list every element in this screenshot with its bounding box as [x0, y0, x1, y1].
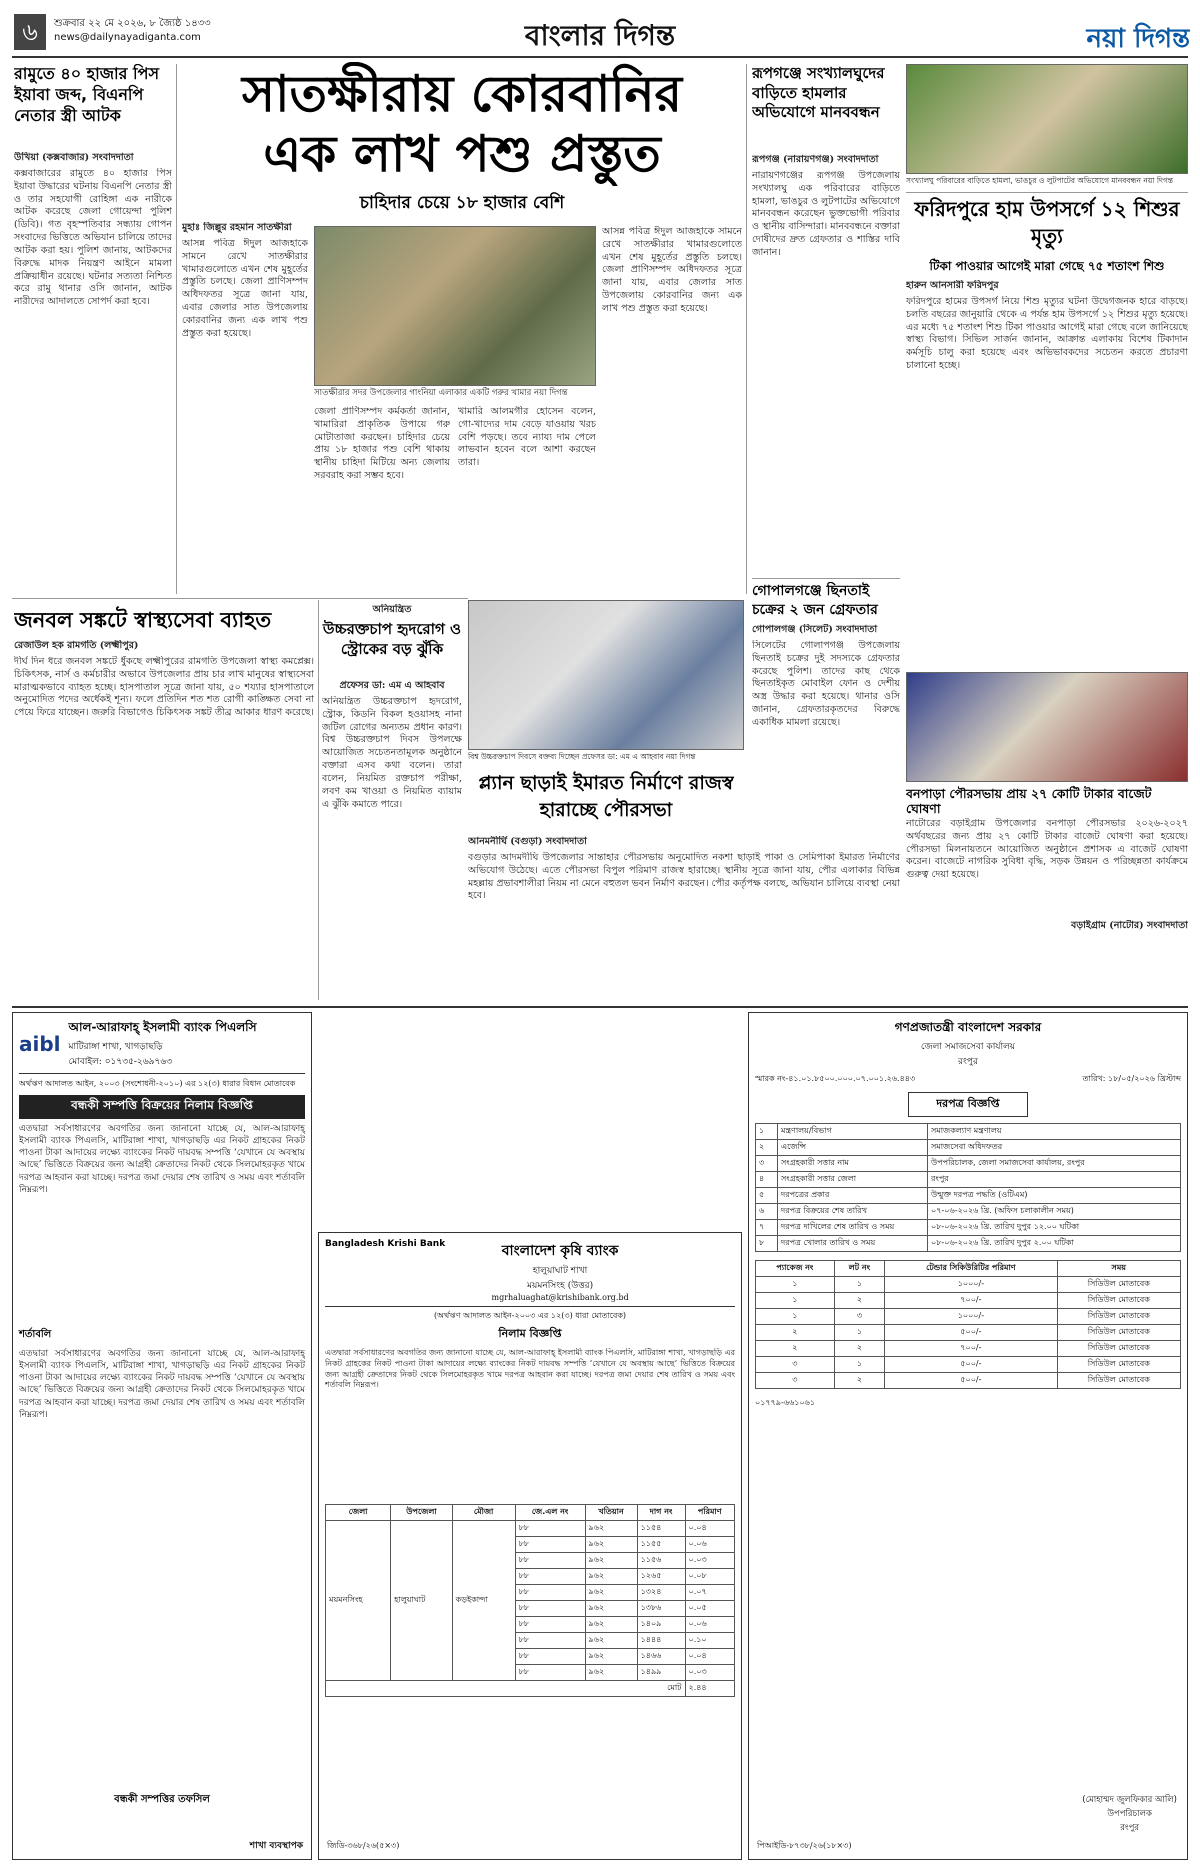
- right-story3-body: ফরিদপুরে হামের উপসর্গ নিয়ে শিশু মৃত্যুর ঘটনা উদ্বেগজনক হারে বাড়ছে। চলতি বছরের জানুয়ারি থেকে এ পর্যন্ত হাম উপসর্গে ১২ শিশুর মৃত্যু হয়েছে। এর মধ্যে ৭৫ শতাংশ শিশু টিকা পাওয়ার আগেই মারা গেছে বলে জানিয়েছে স্বাস্থ্য বিভাগ। সিভিল সার্জন জানান, আক্রান্ত এলাকায় বিশেষ টিকাদান কর্মসূচি চালু করা হয়েছে এবং অভিভাবকদের সচেতন করতে প্রচারণা চালানো হচ্ছে।: [906, 296, 1188, 372]
- mid-story2-body: বগুড়ার আদমদীঘি উপজেলার সান্তাহার পৌরসভায় অনুমোদিত নকশা ছাড়াই পাকা ও সেমিপাকা ইমারত নির্মাণের অভিযোগ উঠেছে। এতে পৌরসভা বিপুল পরিমাণ রাজস্ব হারাচ্ছে। স্থানীয় সূত্রে জানা যায়, পৌর এলাকার বিভিন্ন মহল্লায় প্রভাবশালীরা নিয়ম না মেনে বহুতল ভবন নির্মাণ করছেন। পৌর কর্তৃপক্ষ বলছে, অভিযান চালিয়ে ব্যবস্থা নেয়া হবে।: [468, 852, 900, 902]
- main-body-col1: আসন্ন পবিত্র ঈদুল আজহাকে সামনে রেখে সাতক্ষীরার খামারগুলোতে এখন শেষ মুহূর্তের প্রস্তুতি চলছে। জেলা প্রাণিসম্পদ অধিদফতর সূত্রে জানা যায়, এবার জেলার সাত উপজেলায় কোরবানির জন্য এক লাখ পশু প্রস্তুত করা হয়েছে।: [182, 238, 308, 339]
- govt-ref: পিআইডি-৮৭৩৮/২৬(১৮×৩): [757, 1841, 852, 1850]
- left-story2-body: দীর্ঘ দিন ধরে জনবল সঙ্কটে ধুঁকছে লক্ষ্মীপুরের রামগতি উপজেলা স্বাস্থ্য কমপ্লেক্স। চিকিৎসক, নার্স ও কর্মচারীর অভাবে উপজেলার প্রায় চার লাখ মানুষের স্বাস্থ্যসেবা মারাত্মকভাবে ব্যাহত হচ্ছে। হাসপাতাল সূত্রে জানা যায়, ৫০ শয্যার হাসপাতালে অনুমোদিত পদের অর্ধেকই শূন্য। ফলে প্রতিদিন শত শত রোগী কাঙ্ক্ষিত সেবা না পেয়ে ফিরে যাচ্ছেন। জরুরি বিভাগেও চিকিৎসক সঙ্কট তীব্র আকার ধারণ করেছে।: [14, 656, 314, 719]
- krishi-law: (অর্থঋণ আদালত আইন-২০০৩ এর ১২(৩) ধারা মোতাবেক): [433, 1311, 627, 1320]
- aibl-bank-name: আল-আরাফাহ্ ইসলামী ব্যাংক পিএলসি: [68, 1020, 257, 1034]
- table-cell: ৯৬২: [585, 1649, 637, 1665]
- krishi-land-table: [325, 1504, 735, 1697]
- aibl-body: এতদ্বারা সর্বসাধারণের অবগতির জন্য জানানো যাচ্ছে যে, আল-আরাফাহ্ ইসলামী ব্যাংক পিএলসি, মাটিরাঙ্গা শাখা, খাগড়াছড়ি এর নিকট গ্রাহকের নিকট পাওনা টাকা আদায়ের লক্ষ্যে ব্যাংকের নিকট দায়বদ্ধ সম্পত্তি ‘যেখানে যে অবস্থায় আছে’ ভিত্তিতে বিক্রয়ের জন্য আগ্রহী ক্রেতাদের নিকট থেকে সিলমোহরকৃত খামে দরপত্র আহবান করা যাচ্ছে। দরপত্র জমা দেয়ার শেষ তারিখ ও সময় এবং শর্তাবলি নিম্নরূপ।: [19, 1124, 305, 1195]
- table-cell: কড়ইকান্দা: [452, 1521, 515, 1681]
- table-cell: ১৪৯৯: [637, 1665, 685, 1681]
- govt-title: গণপ্রজাতন্ত্রী বাংলাদেশ সরকার: [894, 1020, 1042, 1034]
- aibl-auction-ad: [12, 1012, 312, 1860]
- table-cell: ৫: [756, 1188, 778, 1204]
- table-cell: ০.১০: [685, 1633, 735, 1649]
- table-cell: ৮৮: [515, 1633, 585, 1649]
- table-row: [756, 1124, 1181, 1140]
- table-cell: ০.০৭: [685, 1585, 735, 1601]
- divider: [318, 600, 319, 1000]
- table-cell: সিডিউল মোতাবেক: [1057, 1277, 1180, 1293]
- krishi-table-header: দাগ নং: [637, 1505, 685, 1521]
- table-cell: ৮৮: [515, 1585, 585, 1601]
- table-cell: ৫০০/-: [885, 1325, 1057, 1341]
- issue-date: শুক্রবার ২২ মে ২০২৬, ৮ জ্যৈষ্ঠ ১৪৩৩: [54, 18, 211, 29]
- table-cell: ৯৬২: [585, 1601, 637, 1617]
- page-number: ৬: [14, 14, 46, 50]
- mid-story1-headline: উচ্চরক্তচাপ হৃদরোগ ও স্ট্রোকের বড় ঝুঁকি: [322, 620, 462, 658]
- table-cell: ৩: [756, 1357, 835, 1373]
- main-body-col3: খামারি আলমগীর হোসেন বলেন, গো-খাদ্যের দাম বেড়ে যাওয়ায় খরচ বেশি পড়ছে। তবে ন্যায্য দাম পেলে লাভবান হবেন বলে আশা করছেন তারা।: [458, 406, 596, 469]
- table-cell: ৯৬২: [585, 1665, 637, 1681]
- govt-items-header: সময়: [1057, 1261, 1180, 1277]
- table-cell: ২: [756, 1341, 835, 1357]
- krishi-bank-auction-ad: [318, 1232, 742, 1860]
- table-row: [756, 1277, 1181, 1293]
- table-cell: ০৮-০৬-২০২৬ খ্রি. তারিখ দুপুর ২.০০ ঘটিকা: [928, 1236, 1181, 1252]
- table-cell: ০.০৬: [685, 1537, 735, 1553]
- table-row: [756, 1357, 1181, 1373]
- table-cell: ১৩২৪: [637, 1585, 685, 1601]
- table-cell: ৭: [756, 1220, 778, 1236]
- table-cell: সিডিউল মোতাবেক: [1057, 1373, 1180, 1389]
- table-cell: দরপত্র বিক্রয়ের শেষ তারিখ: [778, 1204, 928, 1220]
- table-cell: দরপত্র দাখিলের শেষ তারিখ ও সময়: [778, 1220, 928, 1236]
- govt-office: জেলা সমাজসেবা কার্যালয়: [920, 1042, 1016, 1052]
- table-cell: ৮৮: [515, 1553, 585, 1569]
- krishi-title: নিলাম বিজ্ঞপ্তি: [498, 1327, 562, 1340]
- mid-story1-byline: প্রফেসর ডা: এম এ আহবাব: [339, 680, 445, 691]
- table-cell: ৩: [756, 1373, 835, 1389]
- main-body-col2: জেলা প্রাণিসম্পদ কর্মকর্তা জানান, খামারিরা প্রাকৃতিক উপায়ে গরু মোটাতাজা করছেন। চাহিদার চেয়ে প্রায় ১৮ হাজার পশু বেশি থাকায় স্থানীয় চাহিদা মিটিয়ে অন্য জেলায় সরবরাহ করা সম্ভব হবে।: [314, 406, 450, 482]
- table-cell: উপপরিচালক, জেলা সমাজসেবা কার্যালয়, রংপুর: [928, 1156, 1181, 1172]
- masthead-rule: [12, 56, 1188, 58]
- divider: [746, 64, 747, 594]
- govt-signer-district: রংপুর: [1120, 1823, 1140, 1833]
- table-cell: ৮৮: [515, 1537, 585, 1553]
- aibl-branch: মাটিরাঙ্গা শাখা, খাগড়াছড়ি: [68, 1042, 163, 1052]
- right-photo1-caption: সংখ্যালঘু পরিবারের বাড়িতে হামলা, ভাঙচুর ও লুটপাটের অভিযোগে মানববন্ধন নয়া দিগন্ত: [906, 176, 1174, 185]
- table-cell: ১: [834, 1325, 885, 1341]
- table-cell: উন্মুক্ত দরপত্র পদ্ধতি (ওটিএম): [928, 1188, 1181, 1204]
- table-cell: সিডিউল মোতাবেক: [1057, 1293, 1180, 1309]
- table-cell: ১১৫৪: [637, 1521, 685, 1537]
- main-subhead: চাহিদার চেয়ে ১৮ হাজার বেশি: [359, 193, 565, 213]
- newspaper-logo: নয়া দিগন্ত: [1086, 24, 1190, 54]
- table-cell: ১১৫৬: [637, 1553, 685, 1569]
- table-row: [756, 1341, 1181, 1357]
- krishi-bank-name-bn: বাংলাদেশ কৃষি ব্যাংক: [501, 1243, 619, 1259]
- table-cell: ১: [834, 1277, 885, 1293]
- table-cell: ০.০৬: [685, 1617, 735, 1633]
- table-cell: রংপুর: [928, 1172, 1181, 1188]
- table-cell: সংগ্রহকারী সত্তার জেলা: [778, 1172, 928, 1188]
- table-row: [756, 1204, 1181, 1220]
- krishi-table-header: জে.এল নং: [515, 1505, 585, 1521]
- left-story2-byline: রেজাউল হক রামগতি (লক্ষ্মীপুর): [14, 640, 139, 651]
- right-story2-body: সিলেটের গোলাপগঞ্জ উপজেলায় ছিনতাই চক্রের দুই সদস্যকে গ্রেফতার করেছে পুলিশ। তাদের কাছ থেকে ছিনতাইকৃত মোবাইল ফোন ও দেশীয় অস্ত্র উদ্ধার করা হয়েছে। থানার ওসি জানান, গ্রেফতারকৃতদের বিরুদ্ধে একাধিক মামলা রয়েছে।: [752, 640, 900, 728]
- right-photo-budget-meeting: [906, 672, 1188, 782]
- mid-story1-body: অনিয়ন্ত্রিত উচ্চরক্তচাপ হৃদরোগ, স্ট্রোক, কিডনি বিকল হওয়াসহ নানা জটিল রোগের অন্যতম প্রধান কারণ। বিশ্ব উচ্চরক্তচাপ দিবস উপলক্ষে আয়োজিত সচেতনতামূলক অনুষ্ঠানে বক্তারা এসব কথা বলেন। তারা বলেন, নিয়মিত রক্তচাপ পরীক্ষা, লবণ কম খাওয়া ও নিয়মিত ব্যায়াম এ ঝুঁকি কমাতে পারে।: [322, 696, 462, 810]
- table-cell: হালুয়াঘাট: [391, 1521, 452, 1681]
- table-cell: ১: [756, 1293, 835, 1309]
- table-cell: ৯৬২: [585, 1585, 637, 1601]
- krishi-table-header: জেলা: [326, 1505, 391, 1521]
- main-photo-cows: [314, 226, 596, 386]
- main-byline: মুহাঃ জিল্লুর রহমান সাতক্ষীরা: [182, 222, 292, 233]
- table-cell: ০.০৮: [685, 1569, 735, 1585]
- divider: [12, 1006, 1188, 1008]
- table-cell: ১: [834, 1357, 885, 1373]
- table-cell: ময়মনসিংহ: [326, 1521, 391, 1681]
- table-cell: ১: [756, 1309, 835, 1325]
- table-cell: ৮৮: [515, 1665, 585, 1681]
- table-cell: ৩: [756, 1156, 778, 1172]
- krishi-bank-name-en: Bangladesh Krishi Bank: [325, 1239, 446, 1249]
- right-story4-byline: বড়াইগ্রাম (নাটোর) সংবাদদাতা: [1071, 920, 1188, 931]
- govt-district: রংপুর: [958, 1057, 978, 1067]
- main-headline-line1: সাতক্ষীরায় কোরবানির: [242, 64, 682, 123]
- govt-memo: স্মারক নং-৪১.০১.৮৫০০.০০০.০৭.০০১.২৬.৪৪৩: [755, 1074, 916, 1083]
- govt-tender-ad: [748, 1012, 1188, 1860]
- table-cell: ৮৮: [515, 1601, 585, 1617]
- krishi-total-value: ২.৪৪: [685, 1681, 735, 1697]
- table-cell: ৭০০/-: [885, 1293, 1057, 1309]
- aibl-mobile: মোবাইল: ০১৭৩৫-২৬৯৭৬৩: [68, 1057, 173, 1067]
- krishi-body: এতদ্বারা সর্বসাধারণের অবগতির জন্য জানানো যাচ্ছে যে, আল-আরাফাহ্ ইসলামী ব্যাংক পিএলসি, মাটিরাঙ্গা শাখা, খাগড়াছড়ি এর নিকট গ্রাহকের নিকট পাওনা টাকা আদায়ের লক্ষ্যে ব্যাংকের নিকট দায়বদ্ধ সম্পত্তি ‘যেখানে যে অবস্থায় আছে’ ভিত্তিতে বিক্রয়ের জন্য আগ্রহী ক্রেতাদের নিকট থেকে সিলমোহরকৃত খামে দরপত্র আহবান করা যাচ্ছে। দরপত্র জমা দেয়ার শেষ তারিখ ও সময় এবং শর্তাবলি নিম্নরূপ।: [325, 1348, 735, 1390]
- table-row: [756, 1220, 1181, 1236]
- table-cell: ০.০৫: [685, 1601, 735, 1617]
- table-cell: ১৪৬৬: [637, 1649, 685, 1665]
- mid-photo-caption: বিশ্ব উচ্চরক্তচাপ দিবসে বক্তব্য দিচ্ছেন প্রফেসর ডা: এম এ আহবাব নয়া দিগন্ত: [468, 752, 696, 761]
- table-cell: ৮৮: [515, 1569, 585, 1585]
- table-row: [756, 1156, 1181, 1172]
- section-title: বাংলার দিগন্ত: [524, 19, 676, 52]
- govt-items-header: টেন্ডার সিকিউরিটির পরিমাণ: [885, 1261, 1057, 1277]
- table-cell: ২: [756, 1140, 778, 1156]
- table-cell: ৯৬২: [585, 1633, 637, 1649]
- table-row: [756, 1309, 1181, 1325]
- krishi-ref: জিডি-৩৬৮/২৬(৫×৩): [327, 1841, 400, 1850]
- table-cell: ৬: [756, 1204, 778, 1220]
- table-cell: ১০০০/-: [885, 1309, 1057, 1325]
- table-cell: সমাজকল্যাণ মন্ত্রণালয়: [928, 1124, 1181, 1140]
- right-story2-byline: গোপালগঞ্জ (সিলেট) সংবাদদাতা: [752, 624, 878, 635]
- table-cell: ১০০০/-: [885, 1277, 1057, 1293]
- right-story3-byline: হারুন আনসারী ফরিদপুর: [906, 280, 999, 291]
- left-story1-byline: উখিয়া (কক্সবাজার) সংবাদদাতা: [14, 152, 134, 163]
- table-cell: ৩: [834, 1309, 885, 1325]
- table-cell: ৯৬২: [585, 1521, 637, 1537]
- table-cell: ২: [834, 1293, 885, 1309]
- main-photo-caption: সাতক্ষীরার সদর উপজেলার গাংনিয়া এলাকার একটি গরুর খামার নয়া দিগন্ত: [314, 388, 568, 398]
- left-story1-headline: রামুতে ৪০ হাজার পিস ইয়াবা জব্দ, বিএনপি নেতার স্ত্রী আটক: [14, 64, 160, 125]
- right-story1-headline: রূপগঞ্জে সংখ্যালঘুদের বাড়িতে হামলার অভিযোগে মানববন্ধন: [752, 64, 885, 121]
- aibl-law: অর্থঋণ আদালত আইন, ২০০৩ (সংশোধনী-২০১০) এর ১২(৩) ধারার বিধান মোতাবেক: [19, 1079, 296, 1088]
- table-cell: ০.০৩: [685, 1553, 735, 1569]
- divider: [12, 598, 468, 599]
- table-cell: ৮৮: [515, 1617, 585, 1633]
- table-cell: ৯৬২: [585, 1617, 637, 1633]
- krishi-total-label: মোট: [326, 1681, 686, 1697]
- govt-signer-title: উপপরিচালক: [1107, 1809, 1152, 1819]
- table-cell: ৪: [756, 1172, 778, 1188]
- krishi-table-header: মৌজা: [452, 1505, 515, 1521]
- table-row: [756, 1188, 1181, 1204]
- table-cell: ৯৬২: [585, 1569, 637, 1585]
- table-row: [326, 1521, 735, 1537]
- right-story3-headline: ফরিদপুরে হাম উপসর্গে ১২ শিশুর মৃত্যু: [914, 197, 1180, 248]
- right-story1-byline: রূপগঞ্জ (নারায়ণগঞ্জ) সংবাদদাতা: [752, 154, 879, 165]
- aibl-schedule-title: বন্ধকী সম্পত্তির তফসিল: [114, 1794, 210, 1805]
- table-cell: সিডিউল মোতাবেক: [1057, 1309, 1180, 1325]
- govt-date: তারিখ: ১৮/০৫/২০২৬ খ্রিস্টাব্দ: [1082, 1074, 1181, 1083]
- table-cell: ১৪০৯: [637, 1617, 685, 1633]
- govt-items-table: [755, 1260, 1181, 1389]
- table-cell: ০.০৪: [685, 1521, 735, 1537]
- krishi-email: mgrhaluaghat@krishibank.org.bd: [491, 1293, 629, 1302]
- table-cell: ৫০০/-: [885, 1373, 1057, 1389]
- table-cell: ৯৬২: [585, 1553, 637, 1569]
- govt-items-header: লট নং: [834, 1261, 885, 1277]
- table-cell: ০৮-০৬-২০২৬ খ্রি. তারিখ দুপুর ১২.০০ ঘটিকা: [928, 1220, 1181, 1236]
- govt-signer: (মোহাম্মদ জুলফিকার আলি): [1082, 1795, 1177, 1805]
- table-row: [756, 1172, 1181, 1188]
- right-story3-subhead: টিকা পাওয়ার আগেই মারা গেছে ৭৫ শতাংশ শিশু: [929, 259, 1165, 273]
- govt-contact: ০১৭৭৯-৬৬১০৬১: [755, 1398, 816, 1407]
- table-cell: ১৩৮৬: [637, 1601, 685, 1617]
- table-cell: মন্ত্রণালয়/বিভাগ: [778, 1124, 928, 1140]
- mid-story1-kicker: অনিয়ন্ত্রিত: [372, 604, 412, 615]
- table-cell: সমাজসেবা অধিদফতর: [928, 1140, 1181, 1156]
- table-cell: ৮৮: [515, 1521, 585, 1537]
- table-cell: সিডিউল মোতাবেক: [1057, 1341, 1180, 1357]
- main-body-col4: আসন্ন পবিত্র ঈদুল আজহাকে সামনে রেখে সাতক্ষীরার খামারগুলোতে এখন শেষ মুহূর্তের প্রস্তুতি চলছে। জেলা প্রাণিসম্পদ অধিদফতর সূত্রে জানা যায়, এবার জেলার সাত উপজেলায় কোরবানির জন্য এক লাখ পশু প্রস্তুত করা হয়েছে।: [602, 226, 742, 314]
- right-story1-body: নারায়ণগঞ্জের রূপগঞ্জ উপজেলায় সংখ্যালঘু এক পরিবারের বাড়িতে হামলা, ভাঙচুর ও লুটপাটের অভিযোগে মানববন্ধন করেছেন ভুক্তভোগী পরিবার ও স্থানীয় বাসিন্দারা। মানববন্ধনে বক্তারা দোষীদের দ্রুত গ্রেফতার ও শাস্তির দাবি জানান।: [752, 170, 900, 258]
- aibl-logo: aibl: [19, 1032, 61, 1056]
- aibl-terms-body: এতদ্বারা সর্বসাধারণের অবগতির জন্য জানানো যাচ্ছে যে, আল-আরাফাহ্ ইসলামী ব্যাংক পিএলসি, মাটিরাঙ্গা শাখা, খাগড়াছড়ি এর নিকট গ্রাহকের নিকট পাওনা টাকা আদায়ের লক্ষ্যে ব্যাংকের নিকট দায়বদ্ধ সম্পত্তি ‘যেখানে যে অবস্থায় আছে’ ভিত্তিতে বিক্রয়ের জন্য আগ্রহী ক্রেতাদের নিকট থেকে সিলমোহরকৃত খামে দরপত্র আহবান করা যাচ্ছে। দরপত্র জমা দেয়ার শেষ তারিখ ও সময় এবং শর্তাবলি নিম্নরূপ।: [19, 1349, 305, 1420]
- table-cell: ৮৮: [515, 1649, 585, 1665]
- table-row: [756, 1293, 1181, 1309]
- table-cell: ২: [834, 1373, 885, 1389]
- contact-email: news@dailynayadiganta.com: [54, 32, 201, 43]
- krishi-table-header: খতিয়ান: [585, 1505, 637, 1521]
- main-headline-line2: এক লাখ পশু প্রস্তুত: [263, 124, 661, 183]
- right-photo-human-chain: [906, 64, 1188, 174]
- mid-photo-seminar: [468, 600, 744, 750]
- table-cell: সংগ্রহকারী সত্তার নাম: [778, 1156, 928, 1172]
- table-cell: ১: [756, 1124, 778, 1140]
- table-cell: ১৪৪৪: [637, 1633, 685, 1649]
- table-cell: ২: [834, 1341, 885, 1357]
- aibl-title: বন্ধকী সম্পত্তি বিক্রয়ের নিলাম বিজ্ঞপ্তি: [19, 1095, 305, 1119]
- mid-story2-headline: প্ল্যান ছাড়াই ইমারত নির্মাণে রাজস্ব হারাচ্ছে পৌরসভা: [478, 772, 734, 821]
- aibl-terms-title: শর্তাবলি: [19, 1329, 52, 1340]
- table-cell: দরপত্রের প্রকার: [778, 1188, 928, 1204]
- right-story4-body: নাটোরের বড়াইগ্রাম উপজেলার বনপাড়া পৌরসভার ২০২৬-২০২৭ অর্থবছরের জন্য প্রায় ২৭ কোটি টাকার বাজেট ঘোষণা করা হয়েছে। পৌরসভা মিলনায়তনে আয়োজিত অনুষ্ঠানে প্রশাসক এ বাজেট ঘোষণা করেন। বাজেটে নাগরিক সুবিধা বৃদ্ধি, সড়ক উন্নয়ন ও পরিচ্ছন্নতা কার্যক্রমে গুরুত্ব দেয়া হয়েছে।: [906, 818, 1188, 881]
- table-cell: সিডিউল মোতাবেক: [1057, 1325, 1180, 1341]
- table-row: [756, 1236, 1181, 1252]
- govt-info-table: [755, 1123, 1181, 1252]
- table-cell: ৮: [756, 1236, 778, 1252]
- table-cell: ০৭-০৬-২০২৬ খ্রি. (অফিস চলাকালীন সময়): [928, 1204, 1181, 1220]
- krishi-table-header: পরিমাণ: [685, 1505, 735, 1521]
- aibl-footer: শাখা ব্যবস্থাপক: [249, 1841, 303, 1851]
- table-cell: ১১৫৫: [637, 1537, 685, 1553]
- krishi-table-header: উপজেলা: [391, 1505, 452, 1521]
- govt-items-header: প্যাকেজ নং: [756, 1261, 835, 1277]
- table-cell: এজেন্সি: [778, 1140, 928, 1156]
- table-cell: ৯৬২: [585, 1537, 637, 1553]
- table-row: [756, 1373, 1181, 1389]
- table-cell: ২: [756, 1325, 835, 1341]
- right-story4-headline: বনপাড়া পৌরসভায় প্রায় ২৭ কোটি টাকার বাজেট ঘোষণা: [906, 786, 1152, 816]
- left-story1-body: কক্সবাজারের রামুতে ৪০ হাজার পিস ইয়াবা উদ্ধারের ঘটনায় বিএনপি নেতার স্ত্রী ও তার সহযোগী রোহিঙ্গা এক নারীকে আটক করেছে জেলা গোয়েন্দা পুলিশ (ডিবি)। গত বৃহস্পতিবার সন্ধ্যায় গোপন সংবাদের ভিত্তিতে অভিযান চালিয়ে তাদের আটক করা হয়। পুলিশ জানায়, আটকদের বিরুদ্ধে মাদক নিয়ন্ত্রণ আইনে মামলা প্রক্রিয়াধীন রয়েছে। ঘটনার সত্যতা নিশ্চিত করে রামু থানার ওসি জানান, আটক নারীদের আদালতে সোপর্দ করা হবে।: [14, 168, 172, 308]
- table-cell: ১: [756, 1277, 835, 1293]
- table-row: [756, 1140, 1181, 1156]
- table-cell: ০.০৩: [685, 1665, 735, 1681]
- divider: [906, 192, 1188, 193]
- table-cell: ৫০০/-: [885, 1357, 1057, 1373]
- table-cell: দরপত্র খোলার তারিখ ও সময়: [778, 1236, 928, 1252]
- table-cell: সিডিউল মোতাবেক: [1057, 1357, 1180, 1373]
- table-cell: ৭০০/-: [885, 1341, 1057, 1357]
- govt-notice-title: দরপত্র বিজ্ঞপ্তি: [908, 1092, 1028, 1117]
- table-cell: ০.০৪: [685, 1649, 735, 1665]
- table-cell: ১২৬৫: [637, 1569, 685, 1585]
- left-story2-headline: জনবল সঙ্কটে স্বাস্থ্যসেবা ব্যাহত: [14, 608, 272, 632]
- right-story2-headline: গোপালগঞ্জে ছিনতাই চক্রের ২ জন গ্রেফতার: [752, 583, 878, 618]
- divider: [176, 64, 177, 594]
- mid-story2-byline: আনমনীর্ঘি (বগুড়া) সংবাদদাতা: [468, 836, 587, 847]
- krishi-branch: হালুয়াঘাট শাখা: [532, 1266, 588, 1276]
- divider: [752, 578, 900, 579]
- krishi-district: ময়মনসিংহ (উত্তর): [527, 1281, 594, 1291]
- table-row: [756, 1325, 1181, 1341]
